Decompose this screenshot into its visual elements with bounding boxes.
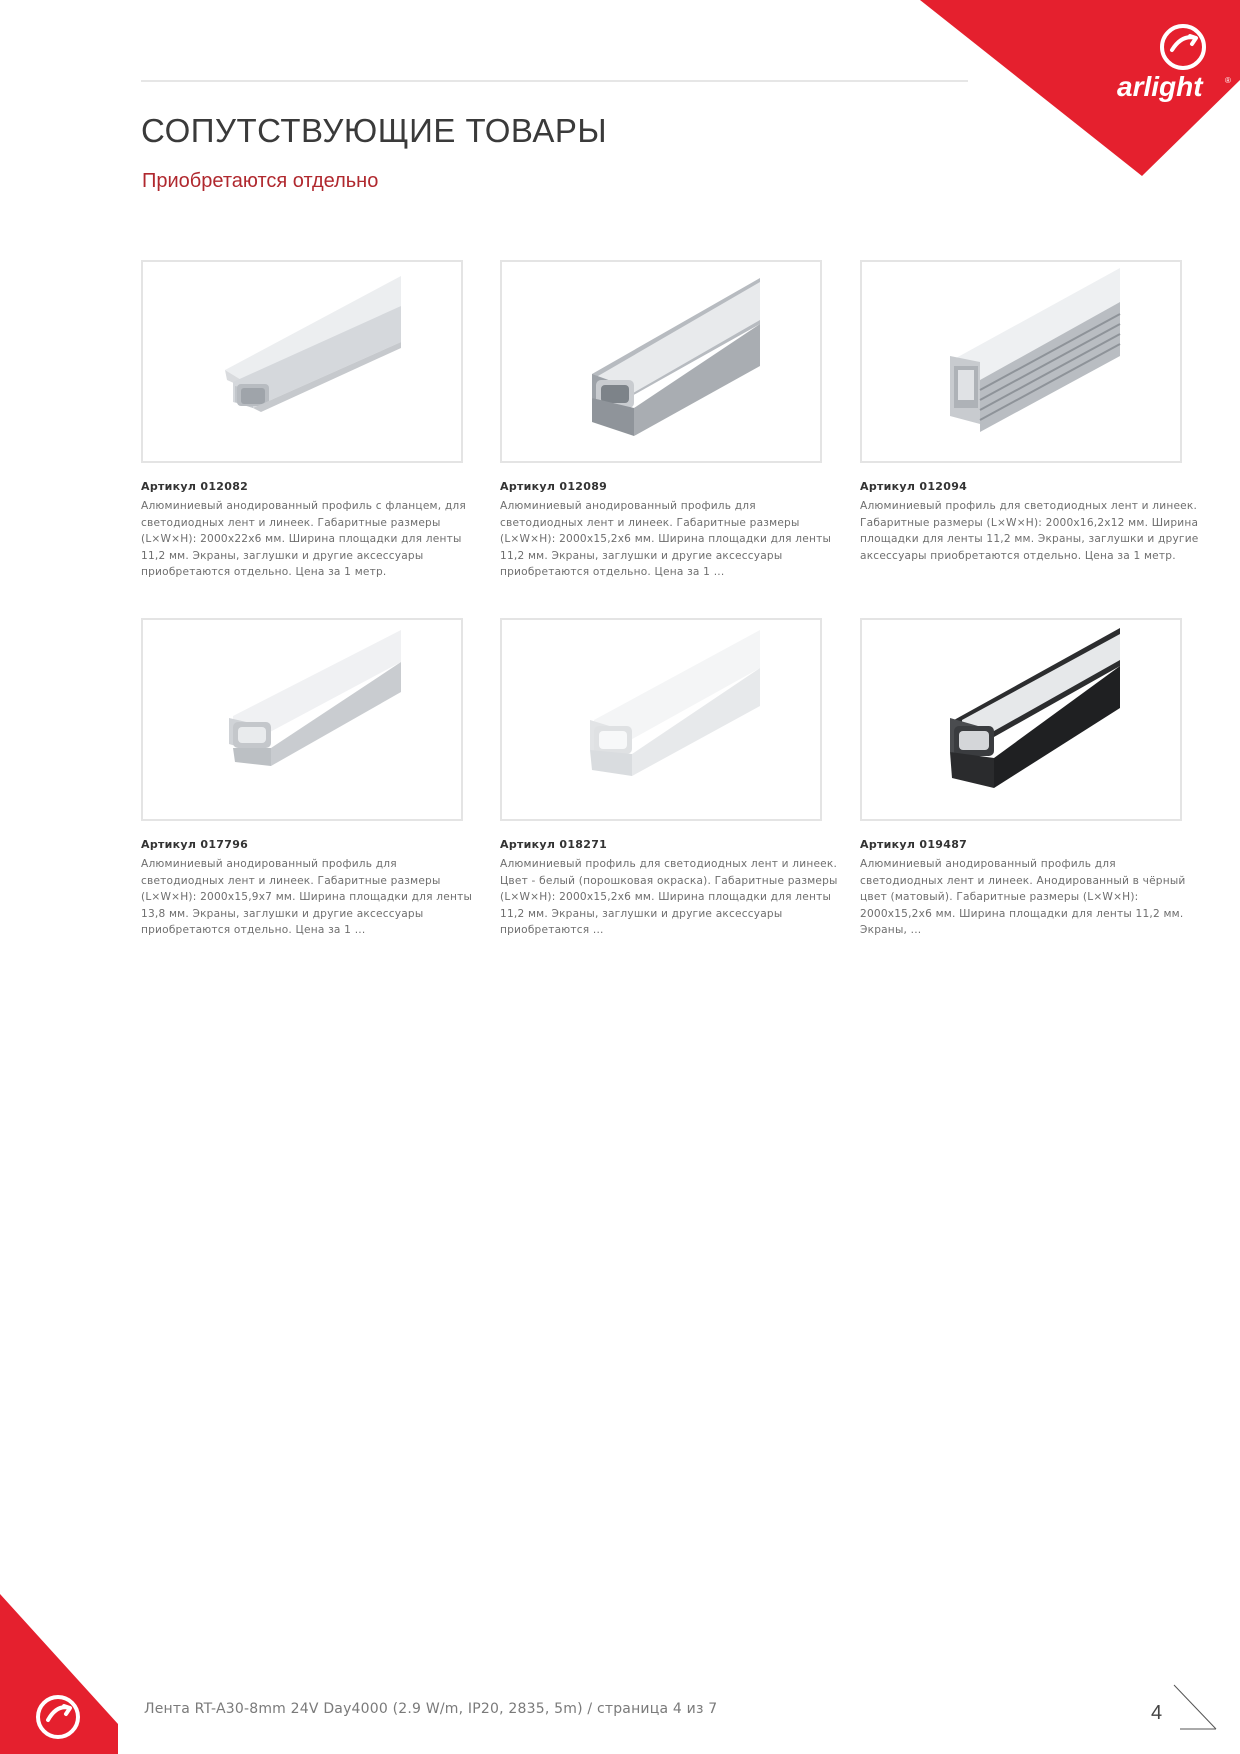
footer-document-title: Лента RT-A30-8mm 24V Day4000 (2.9 W/m, IP20, 2835, 5m) / страница 4 из 7 bbox=[144, 1701, 718, 1717]
product-description: Алюминиевый анодированный профиль для светодиодных лент и линеек. Анодированный в чёрный цвет (матовый). Габаритные размеры (L×W×H): 2000x15,2x6 мм. Ширина площадки для ленты 11,2 мм. Экраны, ... bbox=[860, 858, 1186, 937]
product-image[interactable] bbox=[500, 618, 822, 821]
product-image[interactable] bbox=[860, 260, 1182, 463]
product-image[interactable] bbox=[860, 618, 1182, 821]
aluminum-profile-wide-icon bbox=[143, 620, 461, 819]
page-title: СОПУТСТВУЮЩИЕ ТОВАРЫ bbox=[141, 112, 608, 149]
header-rule bbox=[141, 80, 968, 82]
aluminum-profile-flanged-icon bbox=[143, 262, 461, 461]
product-card[interactable] bbox=[860, 260, 1200, 564]
product-description: Алюминиевый анодированный профиль с фланцем, для светодиодных лент и линеек. Габаритные размеры (L×W×H): 2000x22x6 мм. Ширина площадки для ленты 11,2 мм. Экраны, заглушки и другие аксессуары приобретаются отдельно. Цена за 1 метр. bbox=[141, 500, 466, 579]
product-card[interactable] bbox=[500, 618, 840, 939]
product-card[interactable] bbox=[500, 260, 840, 581]
svg-text:arlight: arlight bbox=[1117, 71, 1203, 102]
aluminum-profile-anodized-icon bbox=[502, 262, 820, 461]
product-sku: Артикул 012089 bbox=[500, 480, 608, 493]
product-sku: Артикул 018271 bbox=[500, 838, 608, 851]
brand-corner-footer bbox=[0, 1594, 120, 1754]
product-sku: Артикул 019487 bbox=[860, 838, 968, 851]
aluminum-profile-white-icon bbox=[502, 620, 820, 819]
product-description: Алюминиевый анодированный профиль для светодиодных лент и линеек. Габаритные размеры (L×W×H): 2000x15,2x6 мм. Ширина площадки для ленты 11,2 мм. Экраны, заглушки и другие аксессуары приобретаются отдельно. Цена за 1 ... bbox=[500, 500, 832, 579]
product-sku: Артикул 012094 bbox=[860, 480, 968, 493]
brand-corner-banner bbox=[920, 0, 1240, 180]
product-sku: Артикул 017796 bbox=[141, 838, 249, 851]
page-subtitle: Приобретаются отдельно bbox=[142, 170, 379, 192]
page-number: 4 bbox=[1151, 1702, 1163, 1724]
aluminum-profile-ribbed-icon bbox=[862, 262, 1180, 461]
product-image[interactable] bbox=[141, 618, 463, 821]
svg-text:®: ® bbox=[1225, 76, 1231, 85]
page-corner-slash bbox=[1170, 1683, 1220, 1735]
product-description: Алюминиевый профиль для светодиодных лент и линеек. Габаритные размеры (L×W×H): 2000x16,2x12 мм. Ширина площадки для ленты 11,2 мм. Экраны, заглушки и другие аксессуары приобретаются отдельно. Цена за 1 метр. bbox=[860, 500, 1199, 562]
product-image[interactable] bbox=[500, 260, 822, 463]
product-description: Алюминиевый анодированный профиль для светодиодных лент и линеек. Габаритные размеры (L×W×H): 2000x15,9x7 мм. Ширина площадки для ленты 13,8 мм. Экраны, заглушки и другие аксессуары приобретаются отдельно. Цена за 1 ... bbox=[141, 858, 473, 937]
product-card[interactable] bbox=[141, 260, 481, 581]
product-description: Алюминиевый профиль для светодиодных лент и линеек. Цвет - белый (порошковая окраска). Габаритные размеры (L×W×H): 2000x15,2x6 мм. Ширина площадки для ленты 11,2 мм. Экраны, заглушки и другие аксессуары приобретаются ... bbox=[500, 858, 838, 937]
aluminum-profile-black-icon bbox=[862, 620, 1180, 819]
product-card[interactable] bbox=[141, 618, 481, 939]
product-image[interactable] bbox=[141, 260, 463, 463]
product-card[interactable] bbox=[860, 618, 1200, 939]
product-sku: Артикул 012082 bbox=[141, 480, 249, 493]
